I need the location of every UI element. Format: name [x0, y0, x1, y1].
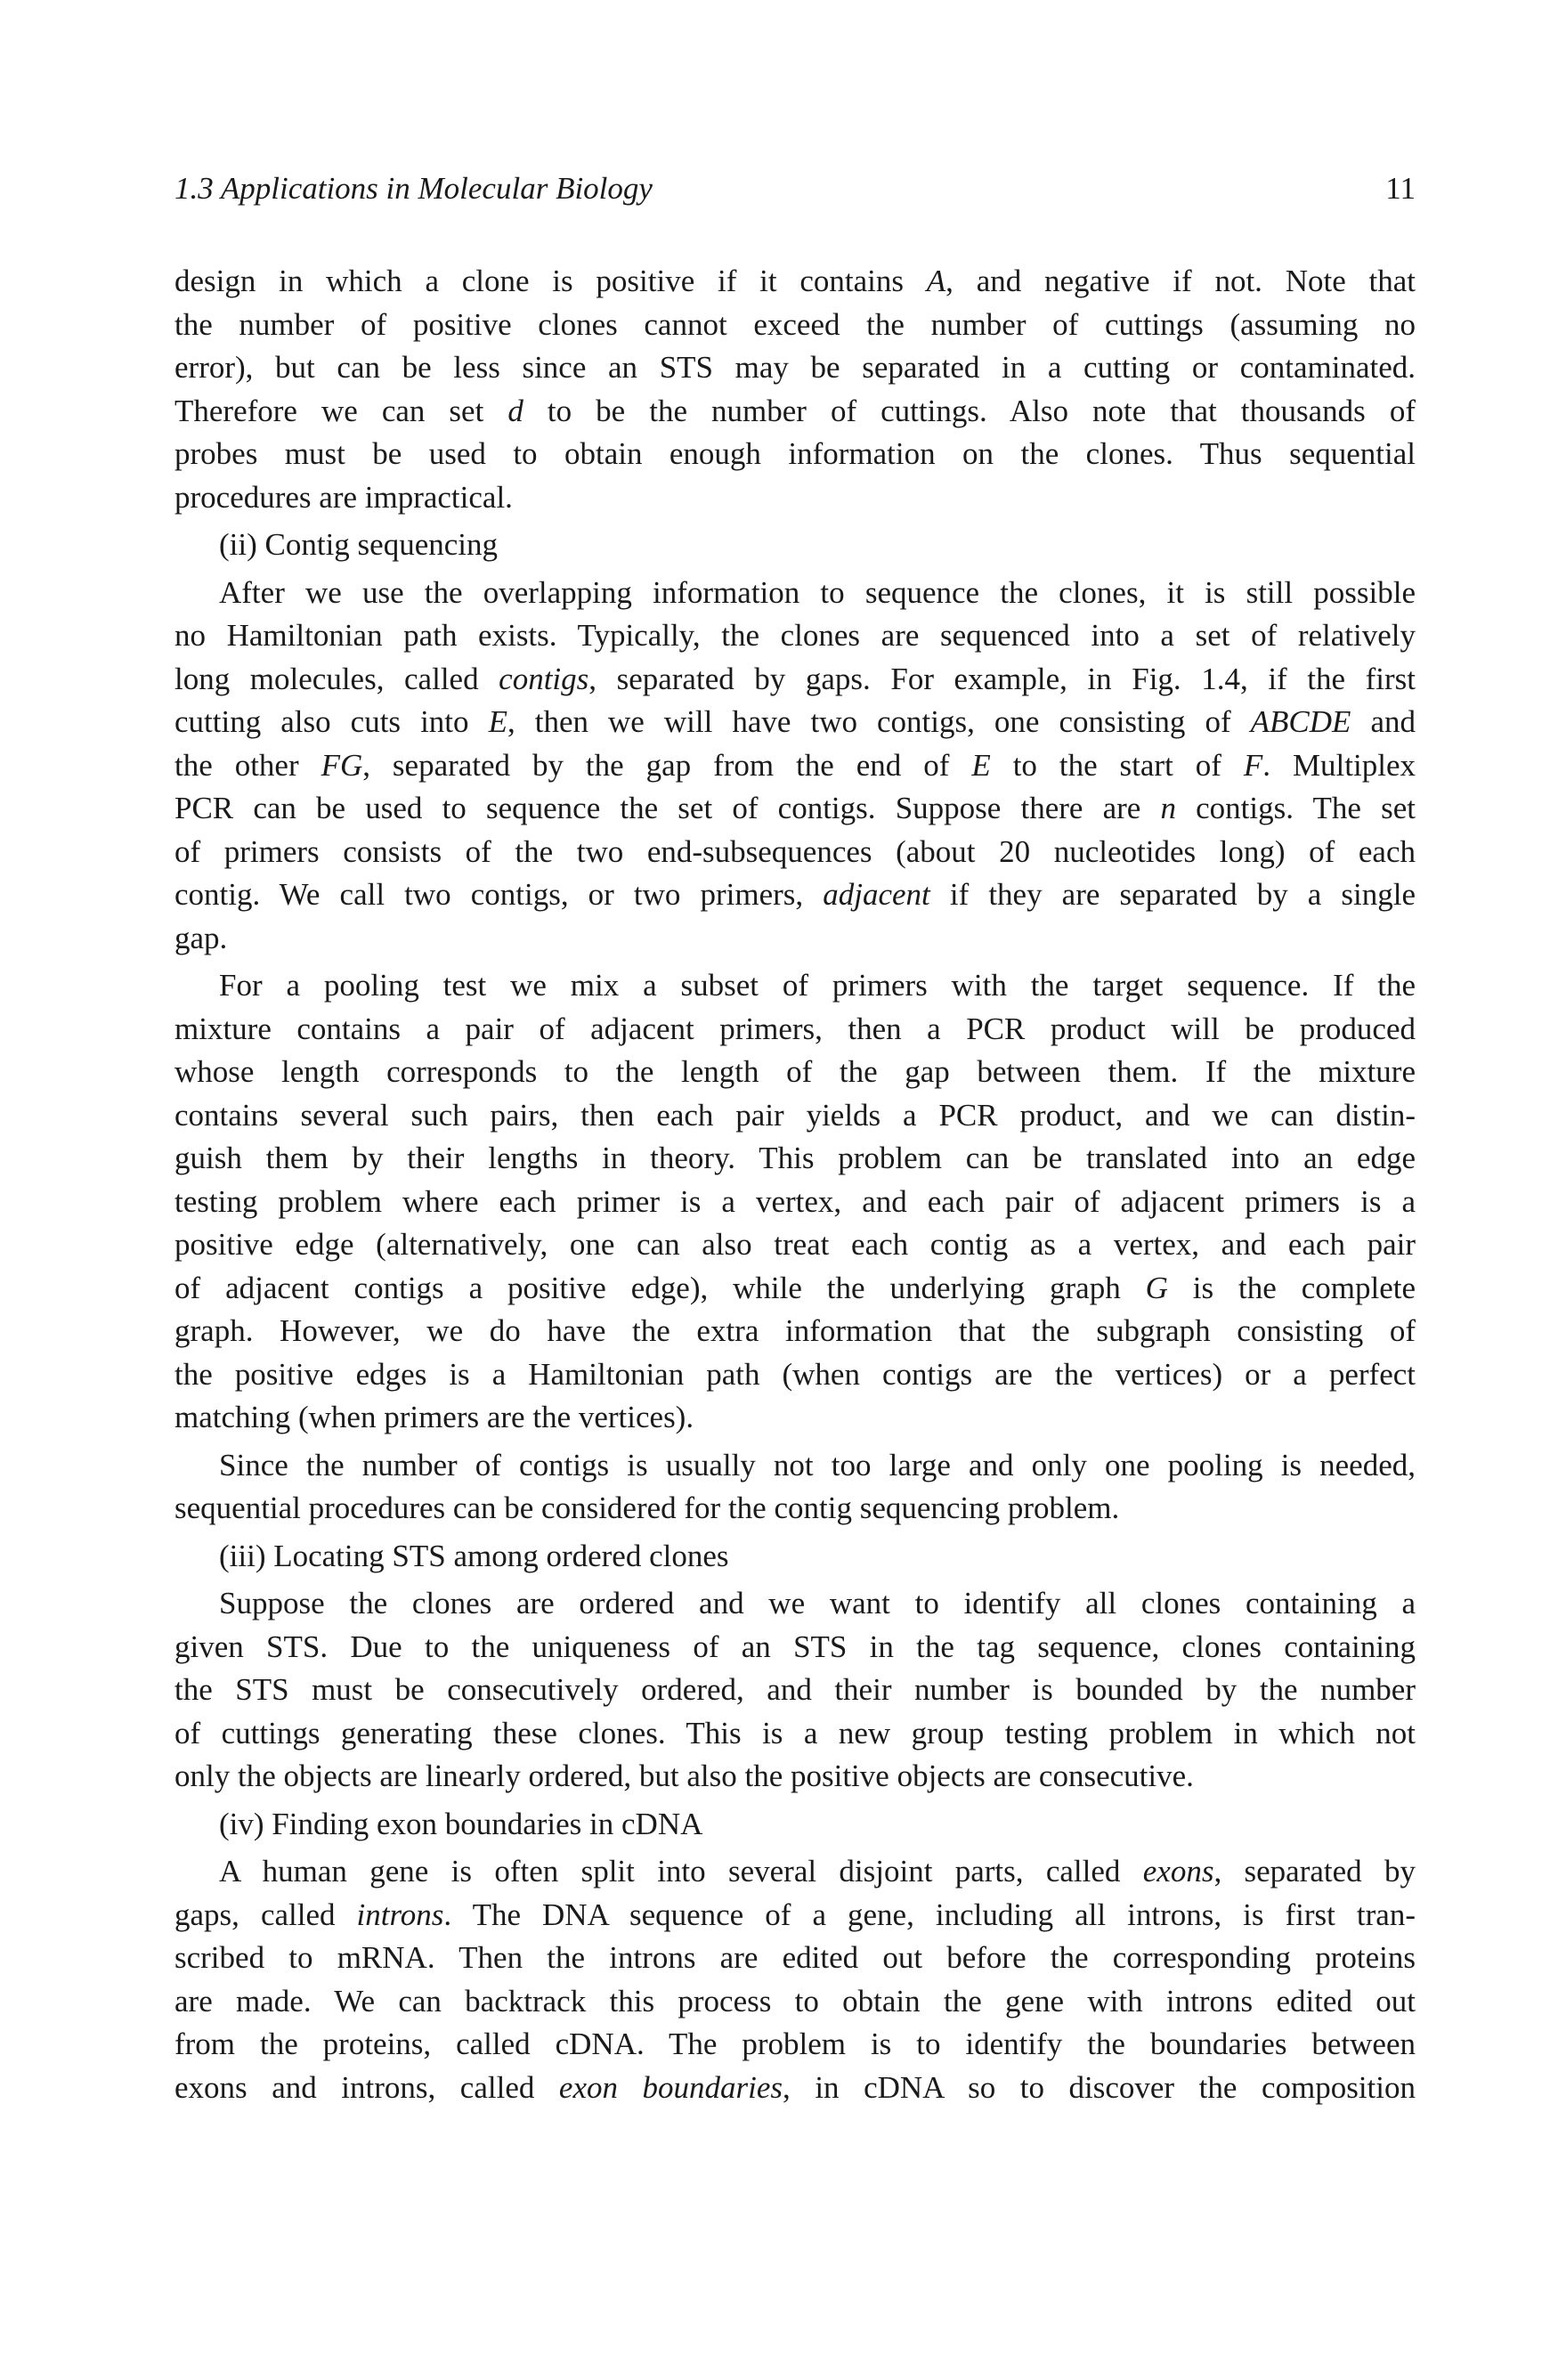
text-line — [174, 1396, 1416, 1440]
text-run: , then we will have two contigs, one consisting of — [507, 704, 1251, 739]
text-run: only the objects are linearly ordered, but also the positive objects are consecutive. — [174, 1759, 1194, 1793]
emphasis-text: exons — [1142, 1854, 1214, 1889]
text-run: from the proteins, called cDNA. The problem is to identify the boundaries between — [174, 2027, 1416, 2061]
text-line — [174, 2023, 1416, 2067]
text-run: gaps, called — [174, 1897, 357, 1932]
text-line — [174, 1669, 1416, 1712]
emphasis-text: adjacent — [823, 877, 930, 912]
text-run: After we use the overlapping information to sequence the clones, it is still possible — [219, 574, 1416, 610]
emphasis-text: F — [1243, 747, 1263, 783]
text-run: of cuttings generating these clones. This is a new group testing problem in which not — [174, 1715, 1416, 1750]
text-line — [174, 1094, 1416, 1138]
text-line — [174, 917, 1416, 961]
text-run: to be the number of cuttings. Also note that thousands of — [523, 393, 1416, 428]
text-run: , in cDNA so to discover the composition — [783, 2069, 1416, 2105]
text-run: whose length corresponds to the length of the gap between them. If the mixture — [174, 1054, 1416, 1089]
emphasis-text: G — [1145, 1270, 1168, 1305]
text-line — [174, 1755, 1416, 1799]
text-run: the STS must be consecutively ordered, and their number is bounded by the number — [174, 1672, 1416, 1707]
text-run: matching (when primers are the vertices). — [174, 1400, 694, 1434]
text-run: design in which a clone is positive if it contains — [174, 264, 927, 298]
text-run: contains several such pairs, then each pair yields a PCR product, and we can distin- — [174, 1097, 1416, 1133]
text-line — [174, 1137, 1416, 1181]
text-run: testing problem where each primer is a vertex, and each pair of adjacent primers is a — [174, 1183, 1416, 1219]
text-line — [174, 346, 1416, 390]
text-run: if they are separated by a single — [929, 877, 1416, 912]
emphasis-text: A — [926, 264, 946, 298]
text-run: PCR can be used to sequence the set of contigs. Suppose there are — [174, 791, 1161, 825]
text-run: contig. We call two contigs, or two primers, — [174, 877, 824, 912]
text-line — [174, 614, 1416, 658]
text-line — [174, 1353, 1416, 1397]
text-line — [174, 787, 1416, 831]
text-line — [174, 964, 1416, 1008]
text-line — [174, 524, 1416, 567]
section-title: 1.3 Applications in Molecular Biology — [174, 171, 653, 206]
text-line — [174, 1223, 1416, 1267]
text-run: Suppose the clones are ordered and we want to identify all clones containing a — [219, 1586, 1416, 1621]
text-line — [174, 572, 1416, 615]
text-run: error), but can be less since an STS may be separated in a cutting or contaminated. — [174, 350, 1416, 385]
text-run: are made. We can backtrack this process to obtain the gene with introns edited out — [174, 1983, 1416, 2019]
emphasis-text: E — [971, 747, 991, 783]
text-run: to the start of — [990, 747, 1244, 783]
running-header — [174, 167, 1416, 210]
text-run: , and negative if not. Note that — [945, 264, 1416, 298]
text-run: scribed to mRNA. Then the introns are edited out before the corresponding proteins — [174, 1940, 1416, 1975]
text-line — [174, 260, 1416, 304]
text-line — [174, 1051, 1416, 1094]
text-run: , separated by gaps. For example, in Fig. 1.4, if the first — [588, 661, 1416, 696]
emphasis-text: FG — [321, 747, 363, 783]
emphasis-text: ABCDE — [1250, 704, 1351, 739]
text-run: probes must be used to obtain enough information on the clones. Thus sequential — [174, 436, 1416, 471]
text-run: . The DNA sequence of a gene, including all introns, is first tran- — [443, 1897, 1416, 1932]
text-line — [174, 2067, 1416, 2110]
text-line — [174, 1181, 1416, 1224]
text-line — [174, 1937, 1416, 1980]
text-run: cutting also cuts into — [174, 704, 489, 739]
text-run: is the complete — [1167, 1270, 1416, 1305]
emphasis-text: contigs — [499, 661, 589, 696]
text-run: Since the number of contigs is usually not too large and only one pooling is needed, — [219, 1447, 1416, 1482]
body-text — [174, 260, 1416, 2109]
text-run: exons and introns, called — [174, 2069, 559, 2105]
text-line — [174, 1712, 1416, 1756]
text-line — [174, 1894, 1416, 1937]
emphasis-text: n — [1160, 791, 1176, 825]
text-run: given STS. Due to the uniqueness of an STS in the tag sequence, clones containing — [174, 1629, 1416, 1664]
text-run: of adjacent contigs a positive edge), while the underlying graph — [174, 1270, 1146, 1305]
text-line — [174, 658, 1416, 702]
text-run: no Hamiltonian path exists. Typically, the clones are sequenced into a set of relatively — [174, 618, 1416, 653]
text-run: the other — [174, 747, 321, 783]
text-run: , separated by — [1213, 1854, 1416, 1889]
text-run: gap. — [174, 920, 228, 955]
text-line — [174, 831, 1416, 874]
text-run: For a pooling test we mix a subset of primers with the target sequence. If the — [219, 968, 1416, 1003]
text-run: contigs. The set — [1175, 791, 1416, 825]
text-line — [174, 1850, 1416, 1894]
text-line — [174, 1310, 1416, 1353]
text-run: Therefore we can set — [174, 393, 508, 428]
text-run: mixture contains a pair of adjacent primers, then a PCR product will be produced — [174, 1011, 1416, 1046]
text-run: the number of positive clones cannot exceed the number of cuttings (assuming no — [174, 306, 1416, 342]
text-line — [174, 1980, 1416, 2024]
text-line — [174, 1487, 1416, 1531]
text-run: positive edge (alternatively, one can also treat each contig as a vertex, and each pair — [174, 1227, 1416, 1262]
emphasis-text: E — [488, 704, 507, 739]
text-run: A human gene is often split into several disjoint parts, called — [219, 1854, 1143, 1889]
text-line — [174, 873, 1416, 917]
text-run: sequential procedures can be considered for the contig sequencing problem. — [174, 1491, 1120, 1525]
text-run: graph. However, we do have the extra information that the subgraph consisting of — [174, 1313, 1416, 1348]
text-run: (iv) Finding exon boundaries in cDNA — [219, 1806, 703, 1841]
emphasis-text: exon boundaries — [558, 2069, 783, 2105]
text-line — [174, 1582, 1416, 1626]
text-run: . Multiplex — [1262, 747, 1416, 783]
text-line — [174, 304, 1416, 347]
text-line — [174, 1626, 1416, 1669]
text-line — [174, 476, 1416, 520]
page-number: 11 — [1385, 171, 1416, 206]
text-line — [174, 1444, 1416, 1488]
text-run: , separated by the gap from the end of — [362, 747, 972, 783]
text-line — [174, 390, 1416, 434]
text-line — [174, 1008, 1416, 1052]
emphasis-text: introns — [356, 1897, 444, 1932]
text-run: guish them by their lengths in theory. This problem can be translated into an edge — [174, 1141, 1416, 1175]
text-run: of primers consists of the two end-subsequences (about 20 nucleotides long) of each — [174, 833, 1416, 869]
text-run: (ii) Contig sequencing — [219, 527, 499, 562]
text-run: and — [1351, 704, 1416, 739]
text-line — [174, 1267, 1416, 1311]
text-line — [174, 1535, 1416, 1579]
text-run: (iii) Locating STS among ordered clones — [219, 1538, 729, 1573]
emphasis-text: d — [507, 393, 523, 428]
text-line — [174, 433, 1416, 476]
text-line — [174, 1803, 1416, 1847]
text-run: long molecules, called — [174, 661, 499, 696]
text-line — [174, 701, 1416, 744]
text-line — [174, 744, 1416, 788]
text-run: the positive edges is a Hamiltonian path (when contigs are the vertices) or a perfect — [174, 1356, 1416, 1392]
text-run: procedures are impractical. — [174, 479, 513, 515]
